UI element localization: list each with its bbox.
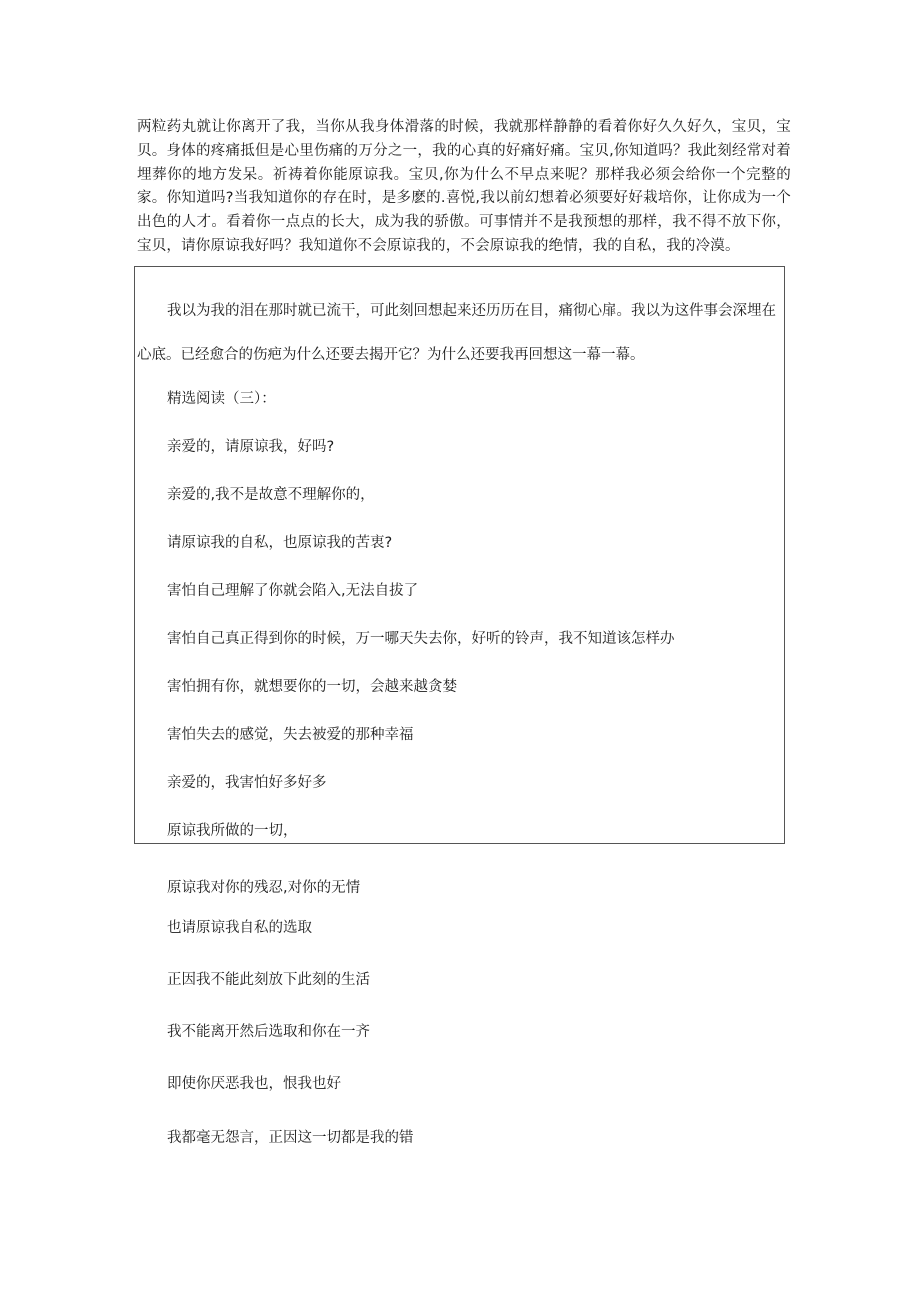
poem-line: 害怕拥有你，就想要你的一切，会越来越贪婪 <box>167 679 457 695</box>
poem-line: 正因我不能此刻放下此刻的生活 <box>167 972 370 988</box>
poem-line: 我都毫无怨言，正因这一切都是我的错 <box>167 1130 414 1146</box>
poem-line: 请原谅我的自私，也原谅我的苦衷? <box>167 535 393 551</box>
box-paragraph: 我以为我的泪在那时就已流干，可此刻回想起来还历历在目，痛彻心扉。我以为这件事会深埋在心底。已经愈合的伤疤为什么还要去揭开它？为什么还要我再回想这一幕一幕。 <box>137 303 776 363</box>
poem-line: 害怕自己理解了你就会陷入,无法自拔了 <box>167 583 419 599</box>
poem-line: 我不能离开然后选取和你在一齐 <box>167 1024 370 1040</box>
poem-line: 也请原谅我自私的选取 <box>167 920 312 936</box>
poem-line: 害怕失去的感觉，失去被爱的那种幸福 <box>167 727 414 743</box>
section-heading: 精选阅读（三）： <box>167 391 276 407</box>
poem-line: 亲爱的，请原谅我，好吗? <box>167 439 335 455</box>
bordered-text-box <box>134 266 785 844</box>
intro-paragraph: 两粒药丸就让你离开了我，当你从我身体滑落的时候，我就那样静静的看着你好久久好久，宝贝，宝贝。身体的疼痛抵但是心里伤痛的万分之一，我的心真的好痛好痛。宝贝,你知道吗？我此刻经常对着埋葬你的地方发呆。祈祷着你能原谅我。宝贝,你为什么不早点来呢？那样我必须会给你一个完整的家。你知道吗?当我知道你的存在时，是多麽的.喜悦,我以前幻想着必须要好好栽培你，让你成为一个出色的人才。看着你一点点的长大，成为我的骄傲。可事情并不是我预想的那样，我不得不放下你，宝贝，请你原谅我好吗？我知道你不会原谅我的，不会原谅我的绝情，我的自私，我的冷漠。 <box>137 119 791 254</box>
poem-line: 害怕自己真正得到你的时候，万一哪天失去你，好听的铃声，我不知道该怎样办 <box>167 631 675 647</box>
poem-line: 原谅我所做的一切， <box>167 823 298 839</box>
poem-line: 亲爱的，我害怕好多好多 <box>167 775 327 791</box>
poem-line: 亲爱的,我不是故意不理解你的， <box>167 487 375 503</box>
poem-line: 原谅我对你的残忍,对你的无情 <box>167 880 361 896</box>
poem-line: 即使你厌恶我也，恨我也好 <box>167 1076 341 1092</box>
